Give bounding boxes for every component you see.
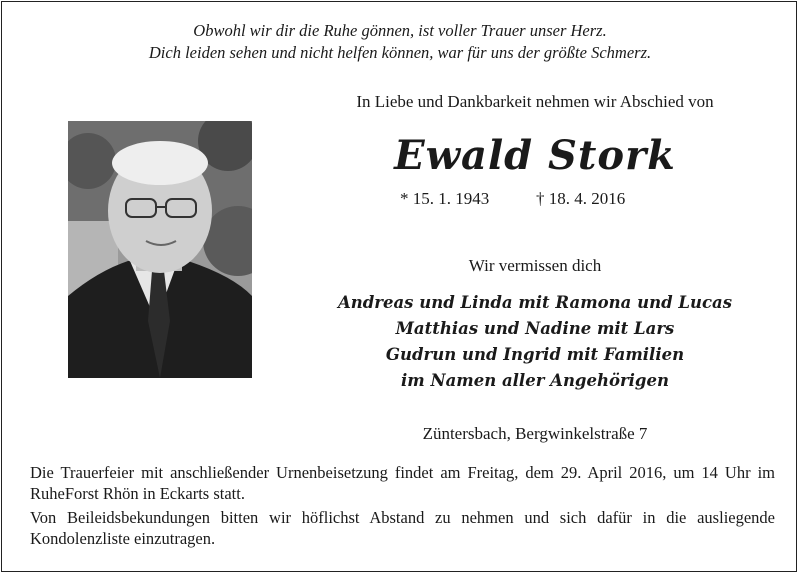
- miss-line: Wir vermissen dich: [468, 256, 602, 275]
- portrait-photo: [68, 121, 252, 378]
- verse-line-1: Obwohl wir dir die Ruhe gönnen, ist voller Trauer unser Herz.: [193, 21, 607, 40]
- birth-symbol: *: [400, 189, 409, 208]
- memorial-verse: [0, 20, 800, 64]
- verse-line-2: Dich leiden sehen und nicht helfen können, war für uns der größte Schmerz.: [148, 43, 652, 62]
- address: Züntersbach, Bergwinkelstraße 7: [422, 424, 648, 443]
- birth-date-value: 15. 1. 1943: [412, 189, 490, 208]
- intro-text: In Liebe und Dankbarkeit nehmen wir Abschied von: [356, 92, 714, 111]
- deceased-name: Ewald Stork: [394, 132, 676, 179]
- family-line: im Namen aller Angehörigen: [401, 371, 669, 390]
- family-line: Andreas und Linda mit Ramona und Lucas: [337, 293, 733, 312]
- family-list: [260, 290, 800, 394]
- cross-icon: †: [536, 189, 545, 208]
- funeral-details: [30, 462, 775, 552]
- family-line: Matthias und Nadine mit Lars: [395, 319, 675, 338]
- birth-date: [400, 189, 489, 209]
- funeral-info: Die Trauerfeier mit anschließender Urnenbeisetzung findet am Freitag, dem 29. April 2016, um 14 Uhr im RuheForst Rhön in Eckarts statt.: [30, 463, 775, 503]
- family-line: Gudrun und Ingrid mit Familien: [385, 345, 685, 364]
- condolence-info: Von Beileidsbekundungen bitten wir höflichst Abstand zu nehmen und sich dafür in die ausliegende Kondolenzliste einzutragen.: [30, 508, 775, 548]
- death-date-value: 18. 4. 2016: [548, 189, 626, 208]
- death-date: [536, 189, 625, 209]
